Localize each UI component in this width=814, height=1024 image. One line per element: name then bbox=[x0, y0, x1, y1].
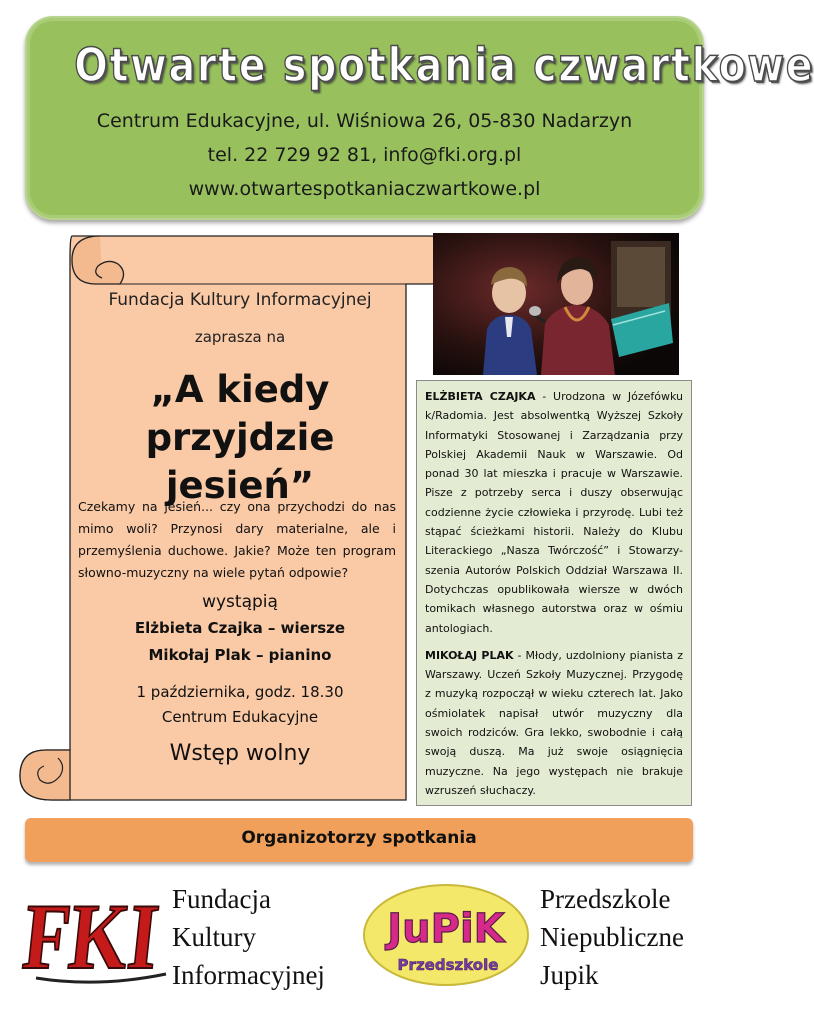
header-contact: tel. 22 729 92 81, info@fki.org.pl bbox=[207, 144, 522, 166]
bio-czajka bbox=[425, 387, 683, 638]
header-banner bbox=[25, 16, 814, 220]
fki-logo-text: FKI bbox=[18, 885, 197, 989]
bio-name: MIKOŁAJ PLAK bbox=[425, 648, 514, 662]
photo-image bbox=[433, 233, 679, 375]
invites-label: zaprasza na bbox=[194, 328, 286, 346]
page-title: Otwarte spotkania czwartkowe bbox=[74, 38, 814, 92]
organizer-fki-line2: Kultury bbox=[172, 922, 256, 952]
event-title-line1: „A kiedy bbox=[150, 368, 330, 411]
event-date: 1 października, godz. 18.30 bbox=[136, 683, 344, 701]
jupik-logo bbox=[360, 880, 532, 990]
bio-text: - Młody, uzdolniony pianista z Warszawy. Uczeń Szkoły Muzycznej. Przygodę z muzyką rozpoczął w wieku czterech lat. Jako ośmiolatek napisał utwór muzyczny dla swoich rodziców. Gra lekko, swobodnie i całą swoją duszą. Ma już swoje osiągnięcia muzyczne. Na jego występach nie brakuje wzruszeń słuchaczy. bbox=[425, 648, 683, 797]
event-title-line2: przyjdzie jesień” bbox=[145, 416, 335, 507]
organizers-bar bbox=[25, 818, 693, 862]
organizer-jupik-line1: Przedszkole bbox=[540, 884, 671, 914]
performer-1: Elżbieta Czajka – wiersze bbox=[134, 619, 346, 637]
organizer-jupik-line3: Jupik bbox=[540, 960, 599, 990]
performers-photo bbox=[433, 233, 679, 375]
jupik-logo-subtext: Przedszkole bbox=[397, 956, 499, 974]
bio-text: - Urodzona w Józefówku k/Radomia. Jest absolwentką Wyższej Szkoły Informatyki Stosowanej i Zarządzania przy Polskiej Akademii Nauk w Warszawie. Od ponad 30 lat mieszka i pracuje w Warszawie. Pisze z potrzeby serca i duszy obserwując codzienne życie człowieka i przyrodę. Lubi też stąpać ścieżkami historii. Należy do Klubu Literackiego „Nasza Twórczość” i Stowarzy-szenia Autorów Polskich Oddział Warszawa II. Dotychczas opublikowała wiersze w dwóch tomikach własnego autorstwa oraz w ośmiu antologiach. bbox=[425, 390, 683, 635]
organizer-fki bbox=[172, 880, 325, 994]
organizers-heading: Organizotorzy spotkania bbox=[241, 828, 477, 848]
fki-logo bbox=[18, 880, 197, 990]
organizer-jupik-line2: Niepubliczne bbox=[540, 922, 684, 952]
event-description: Czekamy na jesień... czy ona przychodzi do nas mimo woli? Przynosi dary materialne, ale i przemyślenia duchowe. Jakie? Może ten program słowno-muzyczny na wiele pytań odpowie? bbox=[78, 499, 396, 580]
invitation-scroll bbox=[10, 228, 460, 810]
event-venue: Centrum Edukacyjne bbox=[161, 708, 319, 726]
inviter-name: Fundacja Kultury Informacyjnej bbox=[108, 290, 372, 310]
bio-box bbox=[416, 380, 692, 806]
performer-2: Mikołaj Plak – pianino bbox=[148, 646, 332, 664]
organizer-fki-line1: Fundacja bbox=[172, 884, 271, 914]
organizer-jupik bbox=[540, 880, 684, 994]
header-address: Centrum Edukacyjne, ul. Wiśniowa 26, 05-830 Nadarzyn bbox=[96, 110, 633, 132]
jupik-logo-text: JuPiK bbox=[387, 906, 505, 952]
perform-label: wystąpią bbox=[202, 592, 278, 612]
bio-plak bbox=[425, 646, 683, 800]
header-website[interactable]: www.otwartespotkaniaczwartkowe.pl bbox=[188, 178, 541, 200]
organizer-fki-line3: Informacyjnej bbox=[172, 960, 325, 990]
entry-info: Wstęp wolny bbox=[169, 741, 311, 766]
bio-name: ELŻBIETA CZAJKA bbox=[425, 390, 536, 403]
event-title bbox=[70, 366, 410, 510]
